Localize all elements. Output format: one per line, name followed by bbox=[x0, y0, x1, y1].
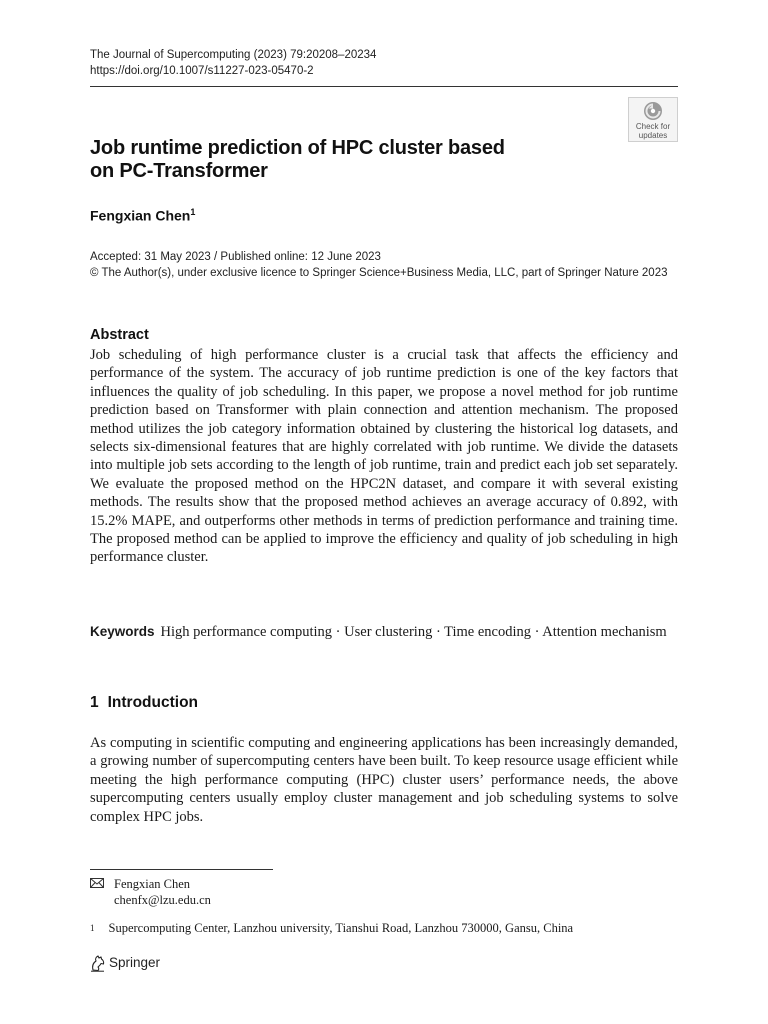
doi-link[interactable]: https://doi.org/10.1007/s11227-023-05470-2 bbox=[90, 64, 314, 77]
correspondence-email[interactable]: chenfx@lzu.edu.cn bbox=[114, 893, 211, 907]
footnote-rule bbox=[90, 869, 273, 870]
journal-header bbox=[90, 48, 376, 79]
section-title: Introduction bbox=[107, 694, 199, 711]
publication-dates: Accepted: 31 May 2023 / Published online: 12 June 2023 bbox=[90, 251, 381, 263]
publication-info bbox=[90, 250, 678, 281]
affiliation-mark: 1 bbox=[190, 207, 196, 217]
publisher-name: Springer bbox=[109, 955, 161, 970]
keywords-label: Keywords bbox=[90, 624, 155, 639]
section-heading-introduction bbox=[90, 694, 198, 712]
envelope-icon bbox=[90, 878, 104, 888]
section-number: 1 bbox=[90, 694, 99, 711]
author-name: Fengxian Chen$^1$ bbox=[90, 207, 196, 224]
abstract-heading: Abstract bbox=[90, 327, 149, 343]
springer-horse-icon bbox=[90, 954, 106, 972]
affiliation bbox=[90, 920, 573, 936]
copyright-notice: © The Author(s), under exclusive licence to Springer Science+Business Media, LLC, part of Springer Nature 2023 bbox=[90, 266, 668, 279]
journal-citation: The Journal of Supercomputing (2023) 79:20208–20234 bbox=[90, 49, 377, 61]
paper-title: Job runtime prediction of HPC cluster based on PC-Transformer bbox=[90, 137, 505, 182]
check-for-updates-icon bbox=[643, 101, 663, 121]
introduction-text: As computing in scientific computing and engineering applications has been increasingly demanded, a growing number of supercomputing centers have been built. To keep resource usage efficient while meeting the high performance computing (HPC) cluster users’ performance needs, the above supercomputing centers usually employ cluster management and job scheduling systems to solve complex HPC jobs. bbox=[90, 735, 678, 825]
keywords-text: High performance computing · User clustering · Time encoding · Attention mechanism bbox=[160, 624, 667, 640]
abstract-text: Job scheduling of high performance cluster is a crucial task that affects the efficiency and performance of the system. The accuracy of job runtime prediction is one of the key factors that influences the quality of job scheduling. In this paper, we propose a novel method for job runtime prediction based on Transformer with plain connection and attention mechanism. The proposed method utilizes the job category information obtained by clustering the historical log datasets, and selects six-dimensional features that are highly correlated with job runtime. We divide the datasets into multiple job sets according to the length of job runtime, train and predict each job set separately. We evaluate the proposed method on the HPC2N dataset, and compare it with several existing methods. The results show that the proposed method achieves an average accuracy of 0.892, with 15.2% MAPE, and outperforms other methods in terms of prediction performance and training time. The proposed method can be applied to improve the efficiency and quality of job scheduling in high performance cluster. bbox=[90, 347, 678, 566]
correspondence-name: Fengxian Chen bbox=[114, 877, 191, 891]
affiliation-footnote-mark: 1 bbox=[90, 923, 95, 933]
keywords bbox=[90, 622, 678, 642]
header-rule bbox=[90, 86, 678, 87]
check-for-updates-label: Check for updates bbox=[635, 122, 671, 140]
check-for-updates-badge[interactable] bbox=[628, 97, 678, 142]
affiliation-text: Supercomputing Center, Lanzhou university, Tianshui Road, Lanzhou 730000, Gansu, China bbox=[108, 921, 574, 935]
